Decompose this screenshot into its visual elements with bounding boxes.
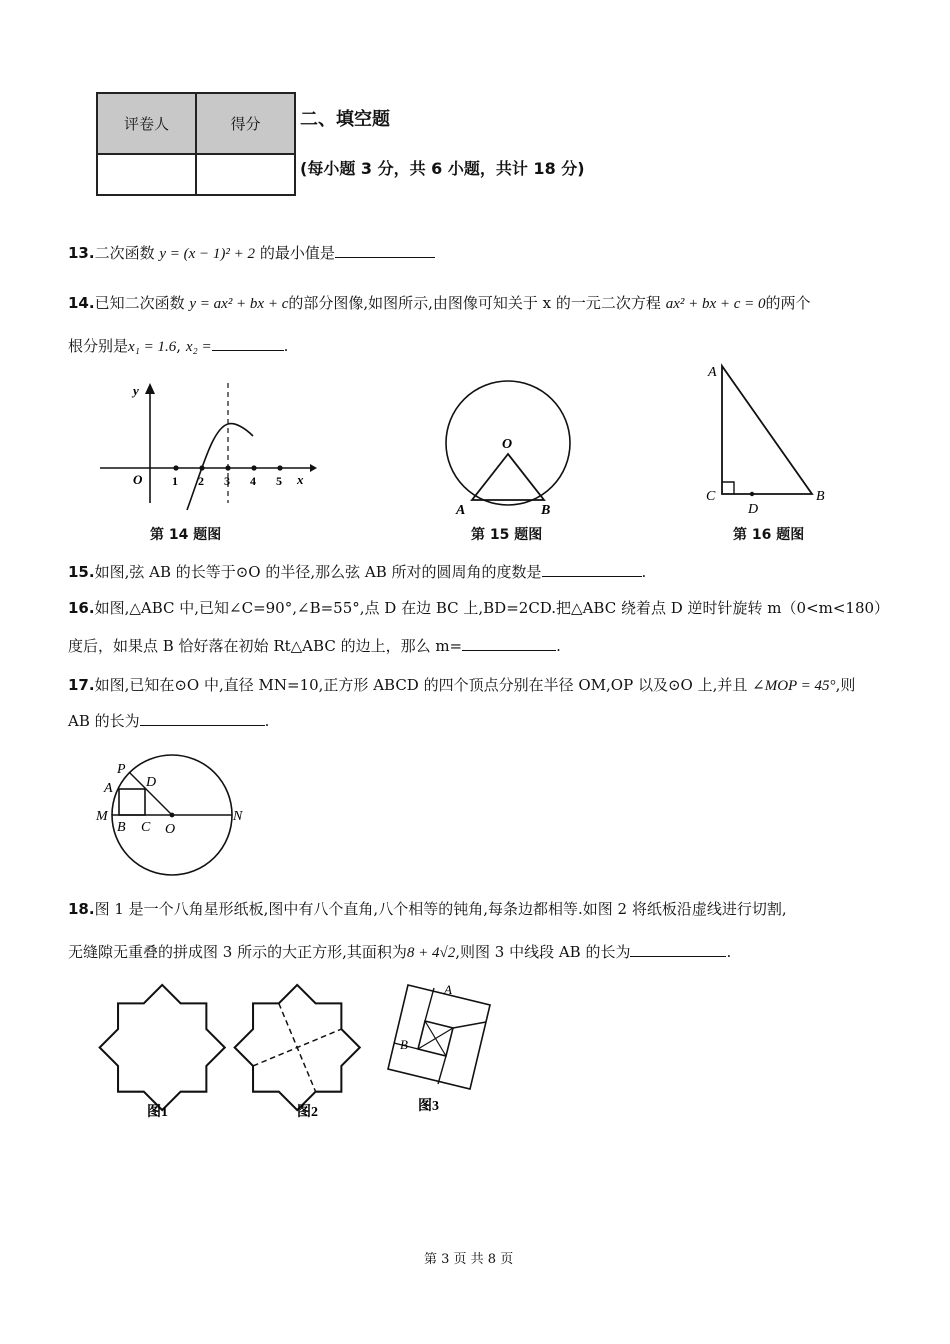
right-angle-mark	[722, 482, 734, 494]
q16-answer-blank[interactable]	[462, 636, 556, 651]
tick-label-4: 4	[250, 474, 256, 488]
label-b: B	[117, 820, 126, 835]
figure-18-star-figures	[92, 980, 492, 1120]
tick-label-2: 2	[198, 474, 204, 488]
y-axis-arrow	[145, 383, 155, 394]
question-17: 17.如图,已知在⊙O 中,直径 MN=10,正方形 ABCD 的四个顶点分别在半径 OM,OP 以及⊙O 上,并且 ∠MOP = 45°,则	[68, 676, 856, 694]
tick-2	[199, 465, 204, 470]
reviewer-header: 评卷人	[97, 93, 196, 154]
tick-4	[251, 465, 256, 470]
score-table	[96, 92, 296, 196]
triangle-abc	[722, 366, 812, 494]
q13-expression: y = (x − 1)² + 2	[159, 246, 256, 262]
eight-point-star-1	[100, 985, 225, 1110]
eight-point-star-2	[235, 985, 360, 1110]
figure-16-triangle	[700, 360, 840, 518]
label-b: B	[816, 489, 825, 504]
label-b: B	[400, 1037, 408, 1052]
q17-answer-blank[interactable]	[140, 711, 265, 726]
label-d: D	[748, 502, 759, 517]
cut-line-2	[253, 1029, 341, 1066]
question-18-line2: 无缝隙无重叠的拼成图 3 所示的大正方形,其面积为8 + 4√2,则图 3 中线段 AB 的长为 .	[68, 943, 732, 961]
square-abcd	[119, 789, 145, 815]
question-14-line2: 根分别是x₁ = 1.6, x₂ = .	[68, 337, 289, 355]
label-c: C	[706, 489, 716, 504]
x-label: x	[297, 472, 304, 487]
reviewer-cell[interactable]	[97, 154, 196, 195]
q14-answer-blank[interactable]	[212, 336, 284, 351]
score-cell[interactable]	[196, 154, 295, 195]
label-p: P	[117, 762, 126, 777]
label-b: B	[541, 503, 551, 518]
label-d: D	[146, 775, 157, 790]
question-15: 15.如图,弦 AB 的长等于⊙O 的半径,那么弦 AB 所对的圆周角的度数是 .	[68, 563, 647, 581]
score-header: 得分	[196, 93, 295, 154]
origin-label: O	[133, 472, 143, 487]
question-16-line2: 度后，如果点 B 恰好落在初始 Rt△ABC 的边上，那么 m= .	[68, 637, 561, 655]
tick-5	[277, 465, 282, 470]
section-subtitle: (每小题 3 分，共 6 小题，共计 18 分)	[300, 159, 585, 178]
parabola-curve	[187, 424, 253, 510]
page-footer: 第 3 页 共 8 页	[424, 1252, 514, 1267]
q15-answer-blank[interactable]	[542, 562, 642, 577]
figure-16-caption: 第 16 题图	[733, 527, 805, 543]
point-d	[750, 492, 754, 496]
label-m: M	[96, 809, 108, 824]
tick-label-1: 1	[172, 474, 178, 488]
label-a: A	[444, 982, 452, 997]
label-c: C	[141, 820, 151, 835]
figure-15-caption: 第 15 题图	[471, 527, 543, 543]
q18-answer-blank[interactable]	[630, 942, 726, 957]
question-16: 16.如图,△ABC 中,已知∠C=90°,∠B=55°,点 D 在边 BC 上,BD=2CD.把△ABC 绕着点 D 逆时针旋转 m（0<m<180）	[68, 599, 890, 617]
tick-label-3: 3	[224, 474, 230, 488]
question-17-line2: AB 的长为 .	[68, 712, 270, 730]
center-o	[170, 813, 175, 818]
label-o: O	[165, 822, 176, 837]
label-a: A	[104, 781, 113, 796]
question-14: 14.已知二次函数 y = ax² + bx + c的部分图像,如图所示,由图像可知关于 x 的一元二次方程 ax² + bx + c = 0的两个	[68, 294, 811, 312]
label-o: O	[502, 437, 513, 452]
label-n: N	[233, 809, 243, 824]
section-title: 二、填空题	[300, 109, 390, 130]
question-13: 13.二次函数 y = (x − 1)² + 2 的最小值是	[68, 242, 435, 265]
x-axis-arrow	[310, 464, 317, 472]
figure-14-caption: 第 14 题图	[150, 527, 222, 543]
tick-1	[173, 465, 178, 470]
triangle-oab	[472, 454, 544, 500]
assembled-square-3	[388, 982, 490, 1089]
label-a: A	[708, 365, 717, 380]
tick-3	[225, 465, 230, 470]
label-a: A	[456, 503, 466, 518]
caption-fig-1: 图1	[147, 1105, 168, 1120]
y-label: y	[133, 383, 139, 398]
q13-answer-blank[interactable]	[335, 243, 435, 258]
tick-label-5: 5	[276, 474, 282, 488]
figure-17-circle-square	[92, 752, 252, 878]
question-18: 18.图 1 是一个八角星形纸板,图中有八个直角,八个相等的钝角,每条边都相等.如图 2 将纸板沿虚线进行切割,	[68, 900, 787, 918]
figure-14-graph	[95, 378, 325, 513]
figure-15-circle	[440, 376, 580, 518]
caption-fig-2: 图2	[297, 1105, 318, 1120]
caption-fig-3: 图3	[418, 1099, 439, 1114]
